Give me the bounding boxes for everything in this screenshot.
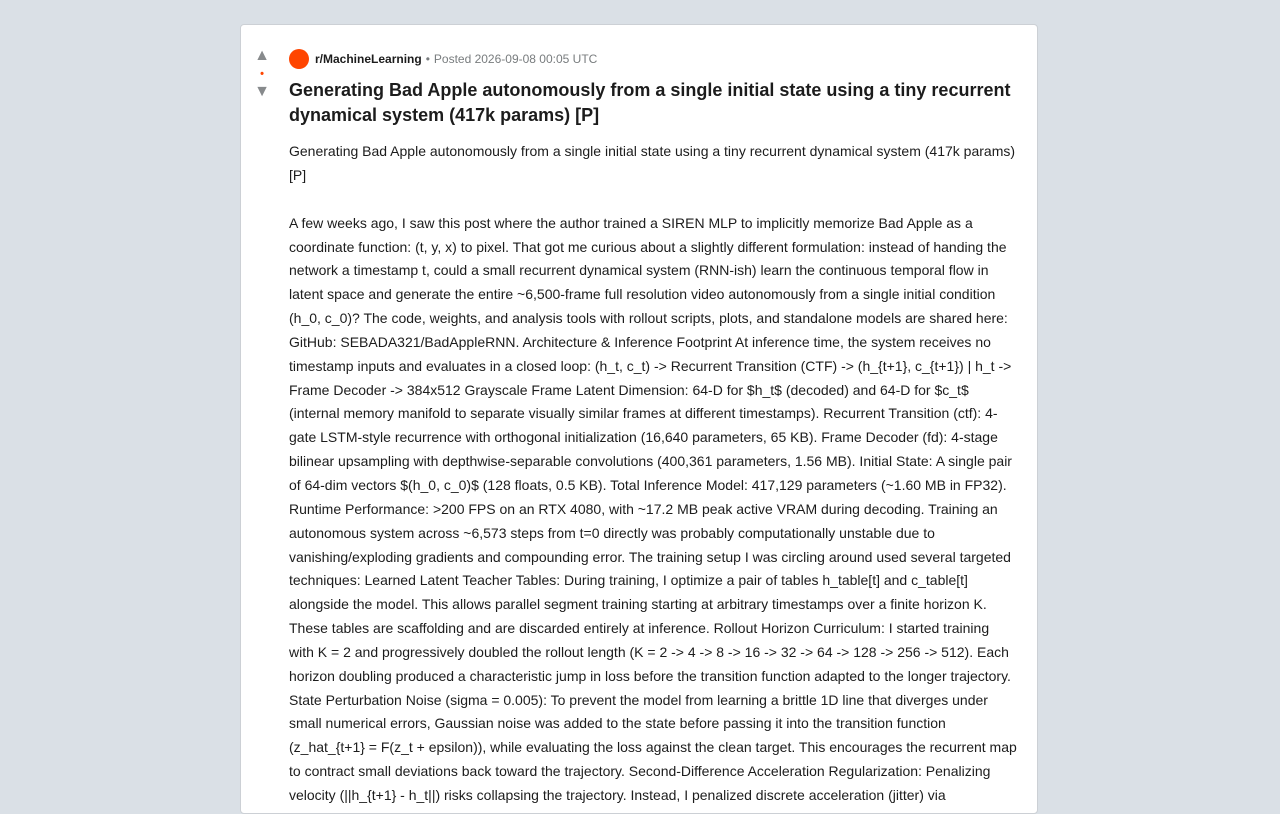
subreddit-icon[interactable] <box>289 49 309 69</box>
post-body-paragraph: Generating Bad Apple autonomously from a single initial state using a tiny recurrent dynamical system (417k params) [P] <box>289 143 1016 183</box>
post-title[interactable]: Generating Bad Apple autonomously from a single initial state using a tiny recurrent dynamical system (417k params) [P] <box>289 80 1011 125</box>
downvote-icon[interactable]: ▼ <box>254 83 270 100</box>
vote-column <box>249 47 275 101</box>
meta-separator: • <box>425 52 430 66</box>
post-card <box>240 24 1038 814</box>
post-meta <box>289 49 1017 69</box>
subreddit-link[interactable]: r/MachineLearning <box>315 52 422 66</box>
post-timestamp: Posted 2026-09-08 00:05 UTC <box>433 52 598 66</box>
upvote-icon[interactable]: ▲ <box>254 47 270 64</box>
vote-score: • <box>260 68 264 80</box>
post-body <box>289 140 1017 808</box>
post-content <box>289 49 1017 814</box>
post-body-paragraph: A few weeks ago, I saw this post where the author trained a SIREN MLP to implicitly memorize Bad Apple as a coordinate function: (t, y, x) to pixel. That got me curious about a slightly different formulation: instead of handing the network a timestamp t, could a small recurrent dynamical system (RNN-ish) learn the continuous temporal flow in latent space and generate the entire ~6,500-frame full resolution video autonomously from a single initial condition (h_0, c_0)? The code, weights, and analysis tools with rollout scripts, plots, and standalone models are shared here: GitHub: SEBADA321/BadAppleRNN. Architecture & Inference Footprint At inference time, the system receives no timestamp inputs and evaluates in a closed loop: (h_t, c_t) -> Recurrent Transition (CTF) -> (h_{t+1}, c_{t+1}) | h_t -> Frame Decoder -> 384x512 Grayscale Frame Latent Dimension: 64-D for $h_t$ (decoded) and 64-D for $c_t$ (internal memory manifold to separate visually similar frames at different timestamps). Recurrent Transition (ctf): 4-gate LSTM-style recurrence with orthogonal initialization (16,640 parameters, 65 KB). Frame Decoder (fd): 4-stage bilinear upsampling with depthwise-separable convolutions (400,361 parameters, 1.56 MB). Initial State: A single pair of 64-dim vectors $(h_0, c_0)$ (128 floats, 0.5 KB). Total Inference Model: 417,129 parameters (~1.60 MB in FP32). Runtime Performance: >200 FPS on an RTX 4080, with ~17.2 MB peak active VRAM during decoding. Training an autonomous system across ~6,573 steps from t=0 directly was probably computationally unstable due to vanishing/exploding gradients and compounding error. The training setup I was circling around used several targeted techniques: Learned Latent Teacher Tables: During training, I optimize a pair of tables h_table[t] and c_table[t] alongside the model. This allows parallel segment training starting at arbitrary timestamps over a finite horizon K. These tables are scaffolding and are discarded entirely at inference. Rollout Horizon Curriculum: I started training with K = 2 and progressively doubled the rollout length (K = 2 -> 4 -> 8 -> 16 -> 32 -> 64 -> 128 -> 256 -> 512). Each horizon doubling produced a characteristic jump in loss before the transition function adapted to the longer trajectory. State Perturbation Noise (sigma = 0.005): To prevent the model from learning a brittle 1D line that diverges under small numerical errors, Gaussian noise was added to the state before passing it into the transition function (z_hat_{t+1} = F(z_t + epsilon)), while evaluating the loss against the clean target. This encourages the recurrent map to contract small deviations back toward the trajectory. Second-Difference Acceleration Regularization: Penalizing velocity (||h_{t+1} - h_t||) risks collapsing the trajectory. Instead, I penalized discrete acceleration (jitter) via <box>289 214 1017 803</box>
